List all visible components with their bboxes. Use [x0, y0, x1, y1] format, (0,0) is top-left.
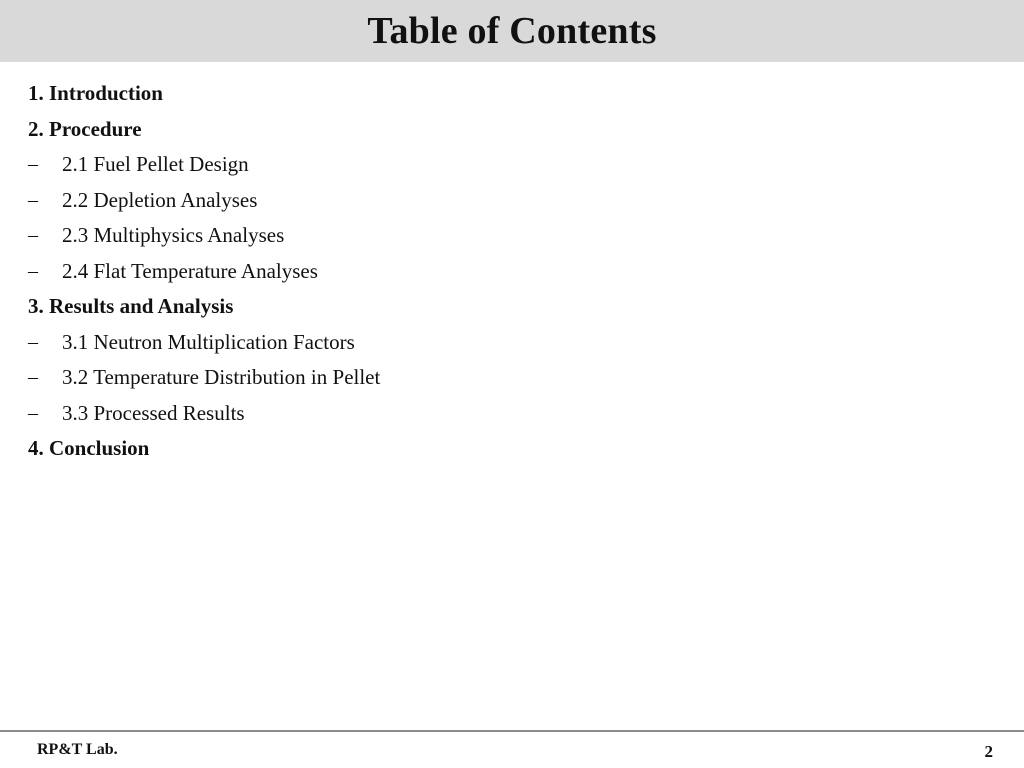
dash-bullet: – — [28, 401, 38, 424]
page-number: 2 — [984, 742, 993, 761]
toc-item-label: 3.2 Temperature Distribution in Pellet — [62, 365, 381, 390]
toc-subitem-temperature-distribution — [28, 360, 928, 396]
toc-item-label: 2.2 Depletion Analyses — [62, 187, 258, 212]
toc-subitem-depletion-analyses — [28, 183, 928, 219]
toc-item-label: 4. Conclusion — [28, 436, 150, 461]
toc-item-label: 2.3 Multiphysics Analyses — [62, 223, 285, 248]
dash-bullet: – — [28, 259, 38, 282]
toc-item-label: 2. Procedure — [28, 116, 142, 141]
dash-bullet: – — [28, 224, 38, 247]
toc-item-procedure — [28, 112, 928, 148]
toc-item-label: 2.4 Flat Temperature Analyses — [62, 258, 318, 283]
slide-title: Table of Contents — [367, 10, 657, 52]
dash-bullet: – — [28, 366, 38, 389]
toc-item-results-and-analysis — [28, 289, 928, 325]
toc-item-conclusion — [28, 431, 928, 467]
footer-divider — [0, 730, 1024, 732]
toc-item-introduction — [28, 76, 928, 112]
toc-item-label: 1. Introduction — [28, 81, 163, 106]
toc-subitem-processed-results — [28, 396, 928, 432]
dash-bullet: – — [28, 330, 38, 353]
toc-item-label: 2.1 Fuel Pellet Design — [62, 152, 249, 177]
toc-subitem-multiphysics-analyses — [28, 218, 928, 254]
table-of-contents-list — [28, 76, 928, 467]
toc-item-label: 3. Results and Analysis — [28, 294, 234, 319]
toc-item-label: 3.1 Neutron Multiplication Factors — [62, 329, 355, 354]
footer-lab-name: RP&T Lab. — [37, 741, 118, 758]
dash-bullet: – — [28, 153, 38, 176]
dash-bullet: – — [28, 188, 38, 211]
toc-subitem-fuel-pellet-design — [28, 147, 928, 183]
title-bar — [0, 0, 1024, 62]
toc-subitem-flat-temperature-analyses — [28, 254, 928, 290]
toc-item-label: 3.3 Processed Results — [62, 400, 245, 425]
toc-subitem-neutron-multiplication-factors — [28, 325, 928, 361]
